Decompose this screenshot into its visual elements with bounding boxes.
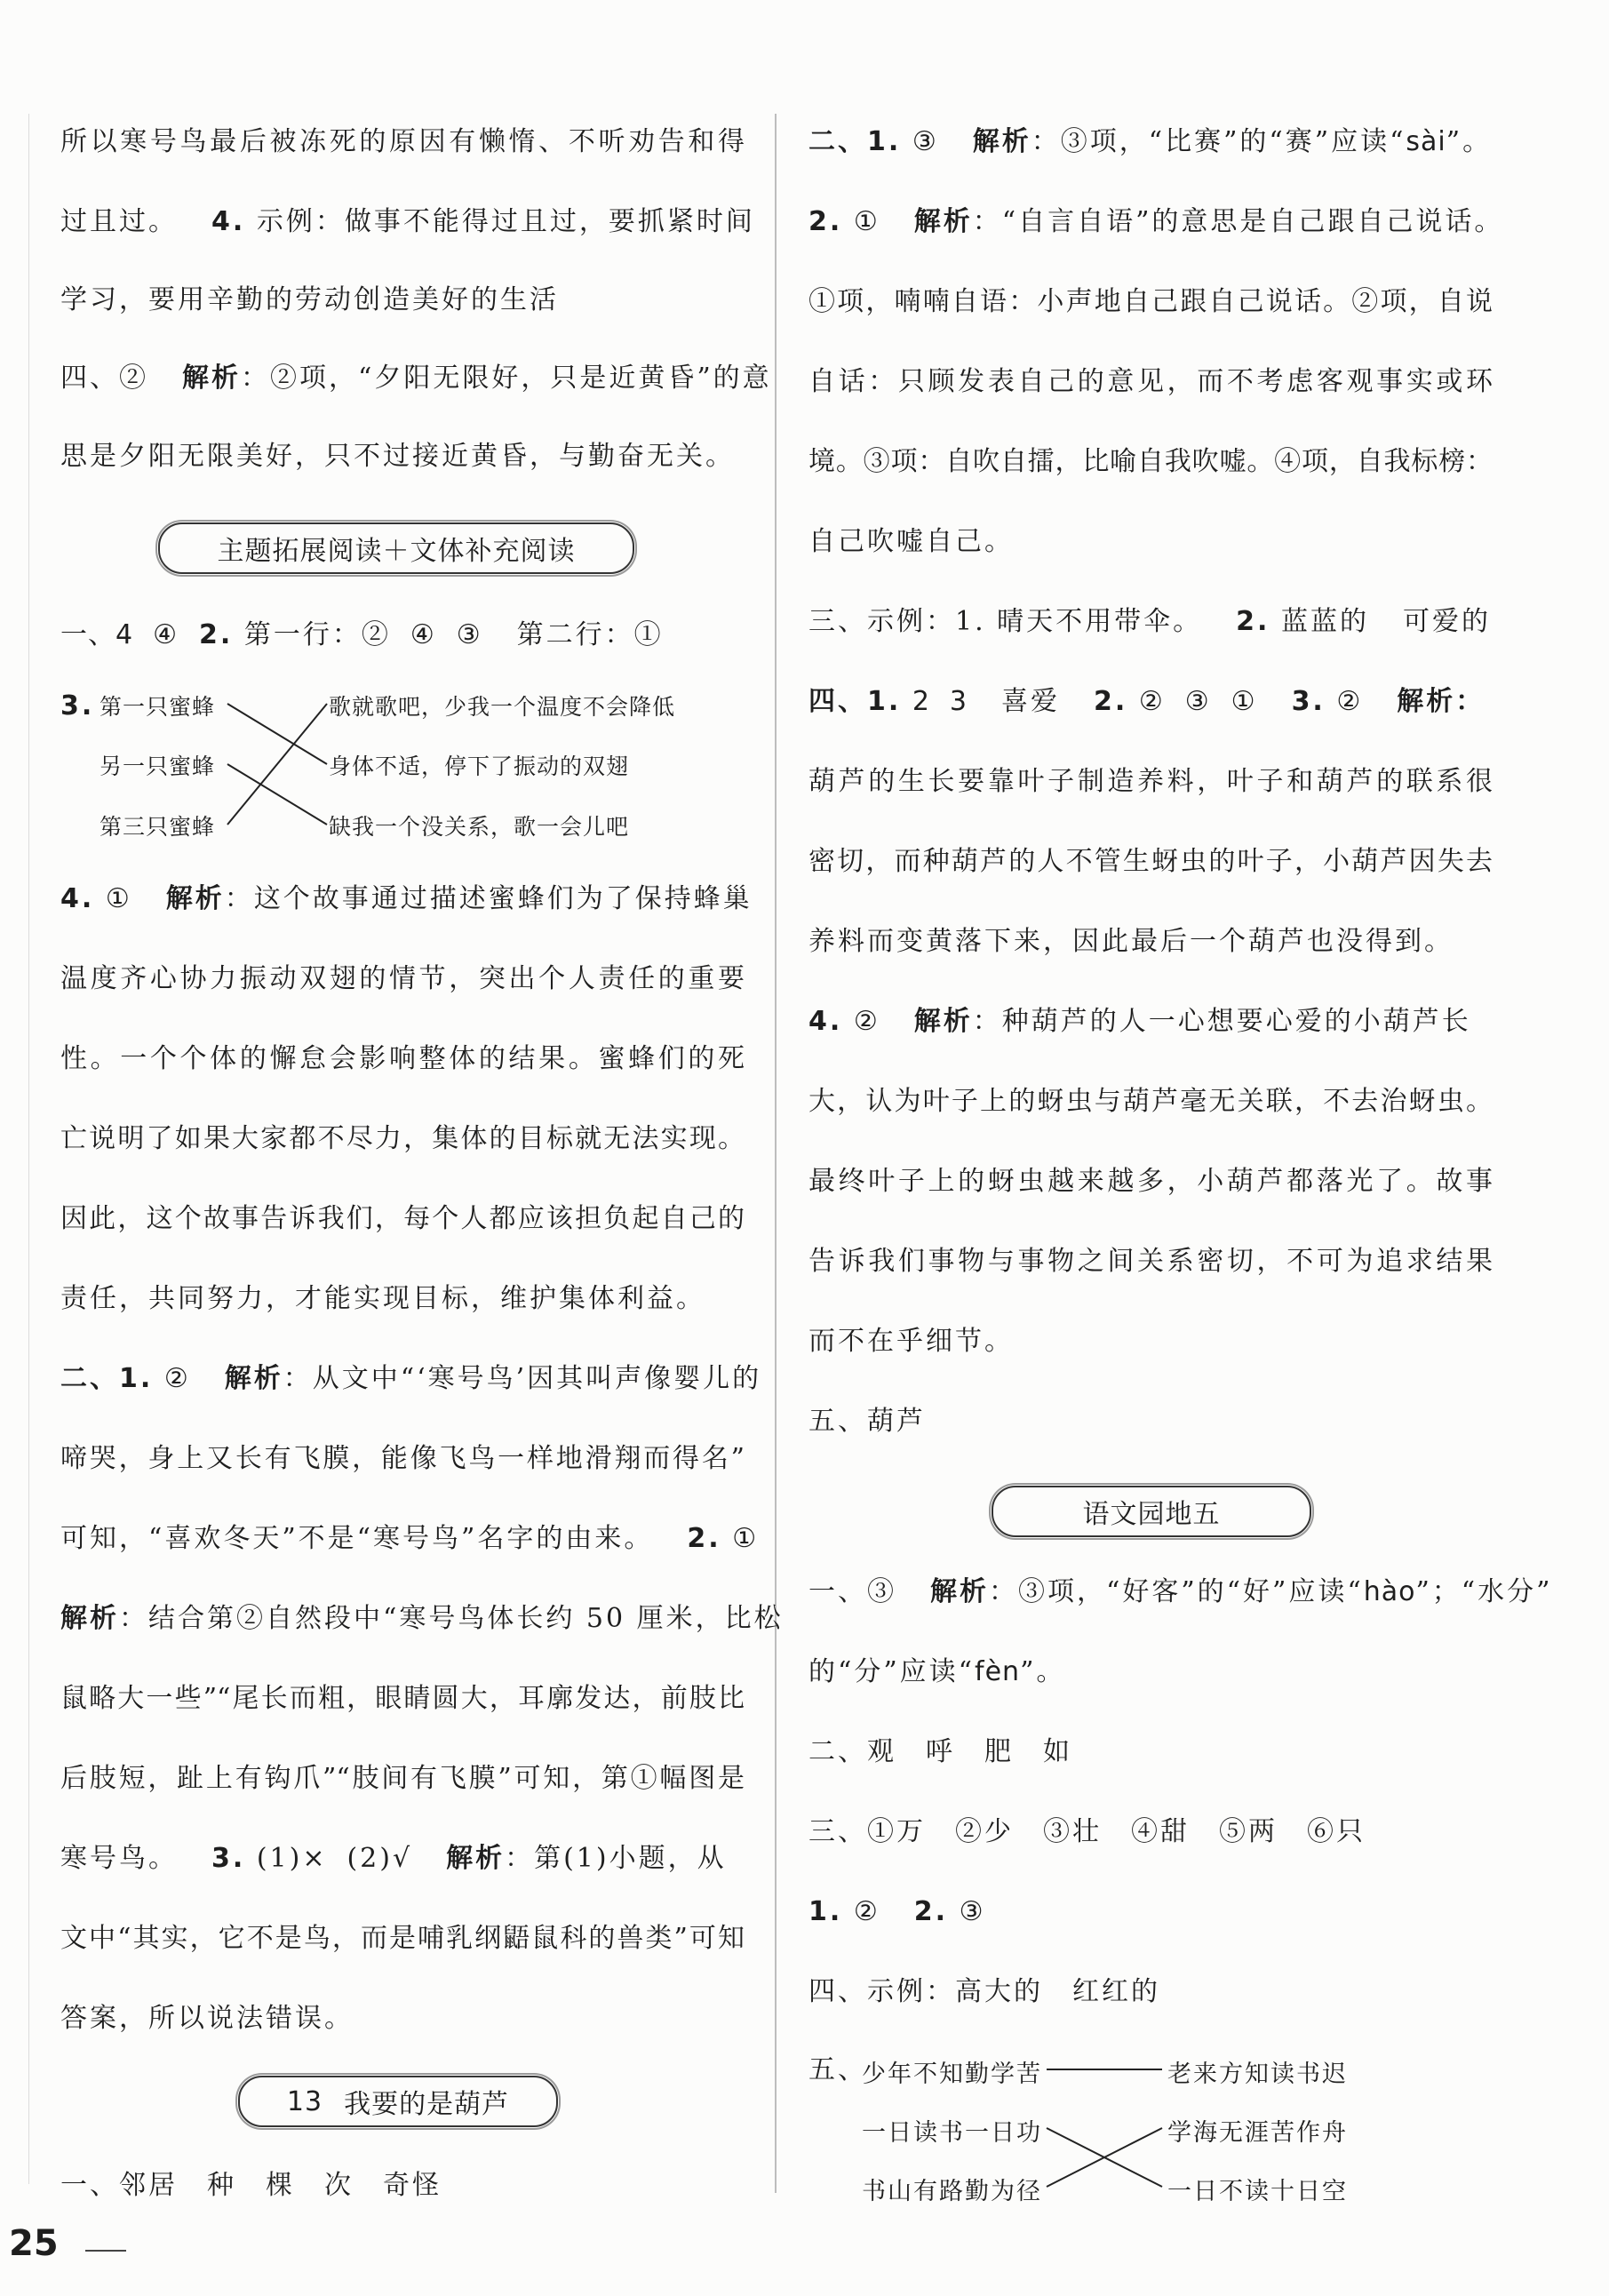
text-line: 解析：结合第②自然段中“寒号鸟体长约 50 厘米，比松 bbox=[60, 1603, 784, 1634]
text-line: 啼哭，身上又长有飞膜，能像飞鸟一样地滑翔而得名” bbox=[60, 1443, 745, 1474]
bee-label: 第三只蜜蜂 bbox=[100, 814, 216, 840]
text-line: 四、1. 2 3 喜爱 2. ② ③ ① 3. ② 解析： bbox=[808, 686, 1486, 717]
bee-description: 缺我一个没关系，歌一会儿吧 bbox=[329, 814, 630, 840]
bee-description: 歌就歌吧，少我一个温度不会降低 bbox=[329, 694, 676, 720]
text-line: 大，认为叶子上的蚜虫与葫芦毫无关联，不去治蚜虫。 bbox=[808, 1086, 1493, 1117]
text-line: 责任，共同努力，才能实现目标，维护集体利益。 bbox=[60, 1283, 705, 1314]
text-line: 可知，“喜欢冬天”不是“寒号鸟”名字的由来。 2. ① bbox=[60, 1523, 760, 1554]
text-line: 2. ① 解析：“自言自语”的意思是自己跟自己说话。 bbox=[808, 206, 1504, 237]
text-line: 告诉我们事物与事物之间关系密切，不可为追求结果 bbox=[808, 1246, 1493, 1277]
text-line: 自己吹嘘自己。 bbox=[808, 526, 1014, 557]
text-line: 过且过。 4. 示例：做事不能得过且过，要抓紧时间 bbox=[60, 206, 755, 237]
bee-description: 身体不适，停下了振动的双翅 bbox=[329, 753, 630, 779]
page-number: 25 bbox=[9, 2223, 59, 2264]
text-line: 的“分”应读“fèn”。 bbox=[808, 1656, 1066, 1687]
text-line: 五、葫芦 bbox=[808, 1406, 926, 1437]
text-line: 密切，而种葫芦的人不管生蚜虫的叶子，小葫芦因失去 bbox=[808, 846, 1493, 877]
bee-matching-lines bbox=[60, 0, 745, 889]
poem-line-right: 一日不读十日空 bbox=[1167, 2178, 1348, 2205]
poem-line-left: 一日读书一日功 bbox=[862, 2119, 1042, 2147]
text-line: 思是夕阳无限美好，只不过接近黄昏，与勤奋无关。 bbox=[60, 441, 735, 472]
text-line: 三、①万 ②少 ③壮 ④甜 ⑤两 ⑥只 bbox=[808, 1816, 1366, 1847]
text-line: 二、1. ③ 解析：③项，“比赛”的“赛”应读“sài”。 bbox=[808, 126, 1493, 157]
match-line bbox=[227, 704, 327, 764]
section-header: 主题拓展阅读＋文体补充阅读 bbox=[158, 522, 634, 574]
bee-label: 第一只蜜蜂 bbox=[100, 694, 216, 720]
text-line: 而不在乎细节。 bbox=[808, 1326, 1014, 1357]
poem-matching-lines bbox=[808, 0, 1493, 2221]
text-line: 一、③ 解析：③项，“好客”的“好”应读“hào”；“水分” bbox=[808, 1576, 1553, 1607]
text-line: 最终叶子上的蚜虫越来越多，小葫芦都落光了。故事 bbox=[808, 1166, 1493, 1197]
text-line: 葫芦的生长要靠叶子制造养料，叶子和葫芦的联系很 bbox=[808, 766, 1493, 797]
page-edge-line bbox=[28, 114, 29, 2184]
column-divider bbox=[775, 114, 777, 2193]
poem-line-right: 老来方知读书迟 bbox=[1167, 2061, 1348, 2088]
text-line: 一、4 ④ 2. 第一行：② ④ ③ 第二行：① bbox=[60, 619, 664, 650]
text-line: 后肢短，趾上有钩爪”“肢间有飞膜”可知，第①幅图是 bbox=[60, 1763, 745, 1794]
text-line: 4. ① 解析：这个故事通过描述蜜蜂们为了保持蜂巢 bbox=[60, 883, 753, 914]
text-line: 答案，所以说法错误。 bbox=[60, 2003, 354, 2034]
text-line: 寒号鸟。 3. (1)× (2)√ 解析：第(1)小题，从 bbox=[60, 1843, 727, 1874]
question-number: 五、 bbox=[808, 2054, 867, 2085]
text-line: 文中“其实，它不是鸟，而是哺乳纲鼯鼠科的兽类”可知 bbox=[60, 1923, 745, 1954]
text-line: 二、1. ② 解析：从文中“‘寒号鸟’因其叫声像婴儿的 bbox=[60, 1363, 762, 1394]
text-line: 四、示例：高大的 红红的 bbox=[808, 1976, 1160, 2007]
text-line: 四、② 解析：②项，“夕阳无限好，只是近黄昏”的意 bbox=[60, 363, 772, 394]
text-line: 温度齐心协力振动双翅的情节，突出个人责任的重要 bbox=[60, 963, 745, 994]
text-line: 二、观 呼 肥 如 bbox=[808, 1736, 1072, 1767]
poem-line-left: 少年不知勤学苦 bbox=[862, 2061, 1042, 2088]
text-line: 1. ② 2. ③ bbox=[808, 1896, 986, 1927]
page-number-dash bbox=[85, 2250, 126, 2252]
lesson-title: 我要的是葫芦 bbox=[344, 2089, 510, 2120]
lesson-number: 13 bbox=[286, 2085, 323, 2117]
text-line: 所以寒号鸟最后被冻死的原因有懒惰、不听劝告和得 bbox=[60, 126, 745, 157]
text-line: 性。一个个体的懈怠会影响整体的结果。蜜蜂们的死 bbox=[60, 1043, 745, 1074]
poem-line-right: 学海无涯苦作舟 bbox=[1167, 2119, 1348, 2147]
text-line: 亡说明了如果大家都不尽力，集体的目标就无法实现。 bbox=[60, 1123, 745, 1154]
text-line: 鼠略大一些”“尾长而粗，眼睛圆大，耳廓发达，前肢比 bbox=[60, 1683, 745, 1714]
lesson-header bbox=[238, 2076, 558, 2127]
bee-label: 另一只蜜蜂 bbox=[100, 753, 216, 779]
text-line: 自话：只顾发表自己的意见，而不考虑客观事实或环 bbox=[808, 366, 1493, 397]
text-line: 三、示例：1. 晴天不用带伞。 2. 蓝蓝的 可爱的 bbox=[808, 606, 1491, 637]
text-line: 学习，要用辛勤的劳动创造美好的生活 bbox=[60, 284, 559, 315]
text-line: 4. ② 解析：种葫芦的人一心想要心爱的小葫芦长 bbox=[808, 1006, 1471, 1037]
section-header: 语文园地五 bbox=[992, 1486, 1311, 1537]
match-line bbox=[227, 704, 327, 825]
text-line: 一、邻居 种 棵 次 奇怪 bbox=[60, 2170, 442, 2201]
text-line: 养料而变黄落下来，因此最后一个葫芦也没得到。 bbox=[808, 926, 1454, 957]
text-line: 境。③项：自吹自擂，比喻自我吹嘘。④项，自我标榜： bbox=[808, 446, 1493, 477]
text-line: 因此，这个故事告诉我们，每个人都应该担负起自己的 bbox=[60, 1203, 745, 1234]
match-line bbox=[227, 764, 327, 825]
poem-line-left: 书山有路勤为径 bbox=[862, 2178, 1042, 2205]
text-line: ①项，喃喃自语：小声地自己跟自己说话。②项，自说 bbox=[808, 286, 1493, 317]
question-number: 3. bbox=[60, 690, 95, 721]
